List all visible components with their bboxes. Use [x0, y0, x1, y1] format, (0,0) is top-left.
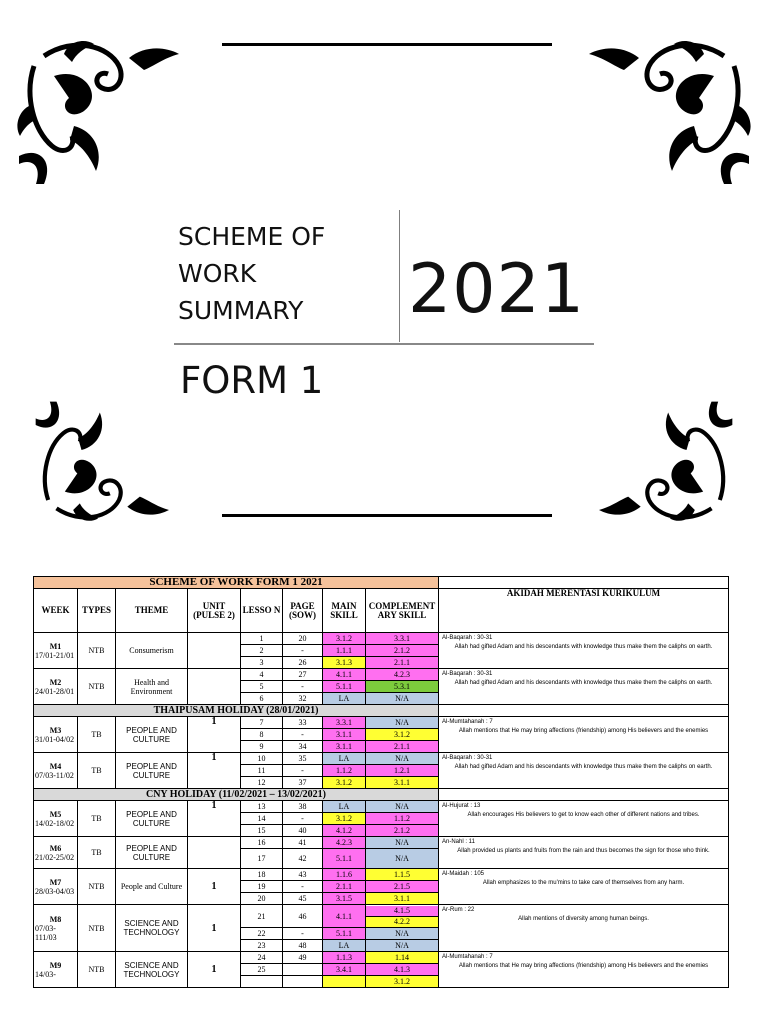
table-row: 3.1.2 — [34, 976, 729, 988]
table-row: 9 34 3.1.1 2.1.1 — [34, 741, 729, 753]
table-row: 5 - 5.1.1 5.3.1 — [34, 681, 729, 693]
akidah-cell: Al-Baqarah : 30-31 Allah had gifted Adam and his descendants with knowledge thus make them the caliphs on earth. — [439, 669, 729, 705]
title-divider — [399, 210, 400, 342]
week-cell: M4 07/03-11/02 — [34, 753, 78, 789]
top-rule — [222, 43, 552, 46]
table-row: M7 28/03-04/03 NTB People and Culture 1 18 43 1.1.6 1.1.5 Al-Maidah : 105 Allah emphasizes to the mu'mins to take care of themselves from any harm. — [34, 869, 729, 881]
header-types: TYPES — [78, 589, 116, 633]
comp-skill-cell: 3.3.1 — [366, 633, 439, 645]
cover-title — [178, 218, 325, 329]
table-row: 23 48 LA N/A — [34, 940, 729, 952]
akidah-cell: An-Nahl : 11 Allah provided us plants and fruits from the rain and thus becomes the sign for those who think. — [439, 837, 729, 869]
table-row: 25 3.4.1 4.1.3 — [34, 964, 729, 976]
table-row: 11 - 1.1.2 1.2.1 — [34, 765, 729, 777]
akidah-cell: Al-Mumtahanah : 7 Allah mentions that He may bring affections (friendship) among His believers and the enemies — [439, 952, 729, 988]
main-skill-cell: 3.1.2 — [323, 633, 366, 645]
type-cell: NTB — [78, 633, 116, 669]
title-underline — [174, 343, 594, 345]
table-row: 22 - 5.1.1 N/A — [34, 928, 729, 940]
header-comp-skill: COMPLEMENT ARY SKILL — [366, 589, 439, 633]
holiday-row: CNY HOLIDAY (11/02/2021 – 13/02/2021) — [34, 789, 729, 801]
ornament-bottom-left-icon — [14, 400, 224, 525]
table-row: 19 - 2.1.1 2.1.5 — [34, 881, 729, 893]
header-page: PAGE (SOW) — [283, 589, 323, 633]
cover-title-line-2: WORK — [178, 259, 257, 288]
holiday-row: THAIPUSAM HOLIDAY (28/01/2021) — [34, 705, 729, 717]
akidah-cell: Al-Hujurat : 13 Allah encourages His believers to get to know each other of different nations and tribes. — [439, 801, 729, 837]
week-cell: M7 28/03-04/03 — [34, 869, 78, 905]
ornament-top-left-icon — [14, 36, 224, 186]
page-cell: 20 — [283, 633, 323, 645]
type-cell: NTB — [78, 669, 116, 705]
header-theme: THEME — [116, 589, 188, 633]
header-akidah: AKIDAH MERENTASI KURIKULUM — [439, 589, 729, 633]
week-cell: M6 21/02-25/02 — [34, 837, 78, 869]
bottom-rule — [222, 514, 552, 517]
week-cell: M3 31/01-04/02 — [34, 717, 78, 753]
table-row: 2 - 1.1.1 2.1.2 — [34, 645, 729, 657]
table-row: 6 32 LA N/A — [34, 693, 729, 705]
akidah-cell: Al-Baqarah : 30-31 Allah had gifted Adam and his descendants with knowledge thus make them the caliphs on earth. — [439, 753, 729, 789]
akidah-cell: Ar-Rum : 22 Allah mentions of diversity among human beings. — [439, 905, 729, 952]
table-row: 12 37 3.1.2 3.1.1 — [34, 777, 729, 789]
header-main-skill: MAIN SKILL — [323, 589, 366, 633]
unit-cell — [188, 669, 241, 705]
table-row — [34, 633, 729, 645]
cover-title-line-1: SCHEME OF — [178, 222, 326, 251]
header-unit: UNIT (PULSE 2) — [188, 589, 241, 633]
week-cell: M8 07/03-111/03 — [34, 905, 78, 952]
table-row: 20 45 3.1.5 3.1.1 — [34, 893, 729, 905]
scheme-of-work-table — [33, 576, 729, 988]
theme-cell: Consumerism — [116, 633, 188, 669]
table-title: SCHEME OF WORK FORM 1 2021 — [34, 577, 439, 589]
header-week: WEEK — [34, 589, 78, 633]
ornament-top-right-icon — [544, 36, 754, 186]
cover-form: FORM 1 — [180, 359, 324, 402]
week-cell: M1 17/01-21/01 — [34, 633, 78, 669]
table-row: 17 42 5.1.1 N/A — [34, 849, 729, 869]
week-cell: M2 24/01-28/01 — [34, 669, 78, 705]
table-row: M5 14/02-18/02 TB PEOPLE AND CULTURE 1 13 38 LA N/A Al-Hujurat : 13 Allah encourages His believers to get to know each other of different nations and tribes. — [34, 801, 729, 813]
table-row: M9 14/03- NTB SCIENCE AND TECHNOLOGY 1 24 49 1.1.3 1.14 Al-Mumtahanah : 7 Allah mentions that He may bring affections (friendship) among His believers and the enemies — [34, 952, 729, 964]
akidah-cell: Al-Maidah : 105 Allah emphasizes to the mu'mins to take care of themselves from any harm. — [439, 869, 729, 905]
akidah-cell: Al-Baqarah : 30-31 Allah had gifted Adam and his descendants with knowledge thus make them the caliphs on earth. — [439, 633, 729, 669]
akidah-cell: Al-Mumtahanah : 7 Allah mentions that He may bring affections (friendship) among His believers and the enemies — [439, 717, 729, 753]
table-row: 15 40 4.1.2 2.1.2 — [34, 825, 729, 837]
table-row: M3 31/01-04/02 TB PEOPLE AND CULTURE 1 7 33 3.3.1 N/A Al-Mumtahanah : 7 Allah mentions that He may bring affections (friendship) among His believers and the enemies — [34, 717, 729, 729]
table-row: M6 21/02-25/02 TB PEOPLE AND CULTURE 16 41 4.2.3 N/A An-Nahl : 11 Allah provided us plants and fruits from the rain and thus becomes the sign for those who think. — [34, 837, 729, 849]
table-row: 3 26 3.1.3 2.1.1 — [34, 657, 729, 669]
table-row: M8 07/03-111/03 NTB SCIENCE AND TECHNOLOGY 1 21 46 4.1.1 4.1.5 4.2.2 Ar-Rum : 22 Allah mentions of diversity among human beings. — [34, 905, 729, 928]
table-row: M2 24/01-28/01 NTB Health and Environment 4 27 4.1.1 4.2.3 Al-Baqarah : 30-31 Allah had gifted Adam and his descendants with knowledge thus make them the caliphs on earth. — [34, 669, 729, 681]
theme-cell: Health and Environment — [116, 669, 188, 705]
table-row: 14 - 3.1.2 1.1.2 — [34, 813, 729, 825]
unit-cell — [188, 633, 241, 669]
header-lesson: LESSO N — [241, 589, 283, 633]
lesson-cell: 1 — [241, 633, 283, 645]
ornament-bottom-right-icon — [544, 400, 754, 525]
table-row: 8 - 3.1.1 3.1.2 — [34, 729, 729, 741]
week-cell: M9 14/03- — [34, 952, 78, 988]
cover-title-line-3: SUMMARY — [178, 296, 304, 325]
cover-year: 2021 — [408, 250, 586, 329]
week-cell: M5 14/02-18/02 — [34, 801, 78, 837]
table-row: M4 07/03-11/02 TB PEOPLE AND CULTURE 1 10 35 LA N/A Al-Baqarah : 30-31 Allah had gifted Adam and his descendants with knowledge thus make them the caliphs on earth. — [34, 753, 729, 765]
